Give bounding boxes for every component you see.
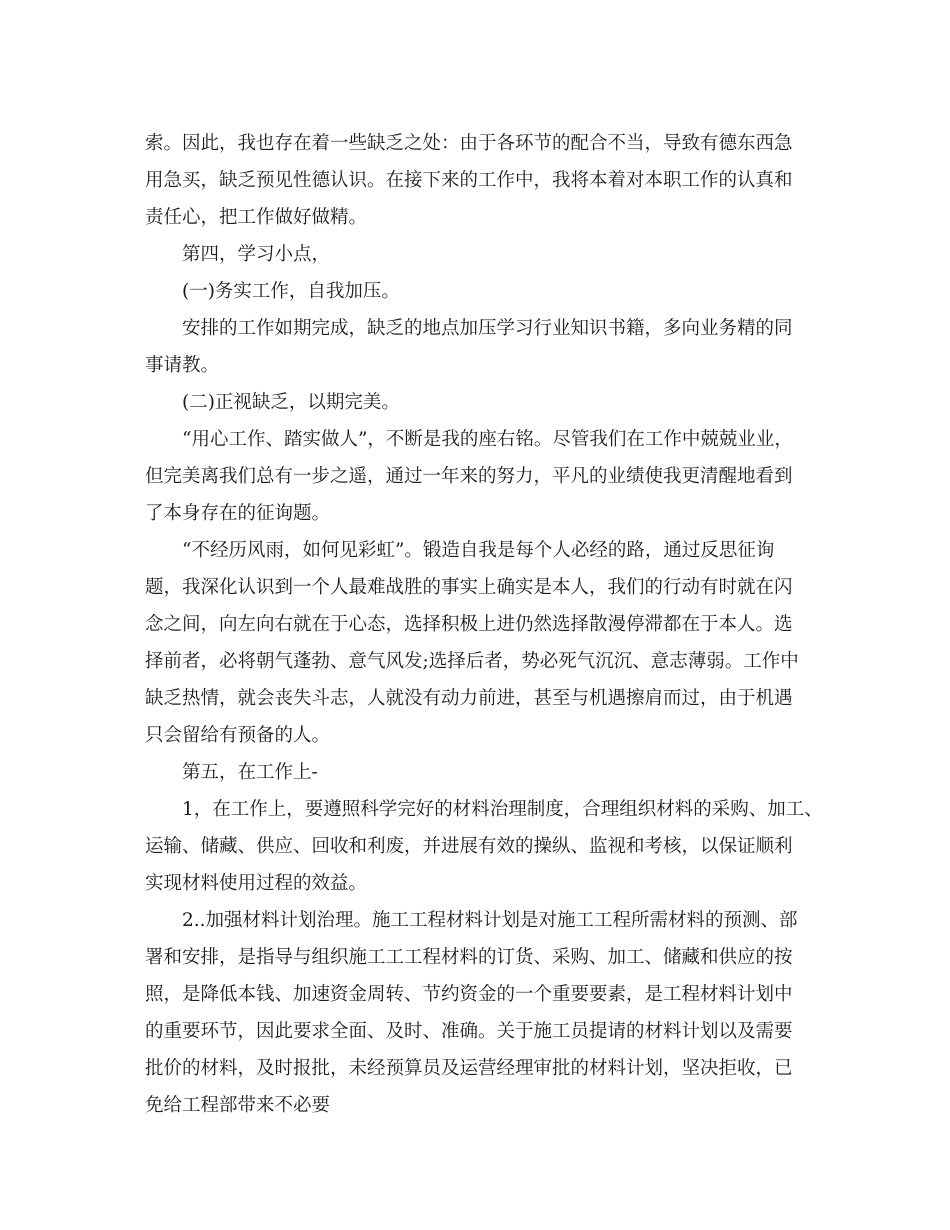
text-line: “用心工作、踏实做人”，不断是我的座右铭。尽管我们在工作中兢兢业业， (182, 429, 793, 450)
text-line: 运输、储藏、供应、回收和利废，并进展有效的操纵、监视和考核，以保证顺利 (145, 836, 793, 857)
text-line: 实现材料使用过程的效益。 (145, 873, 368, 894)
text-line: 缺乏热情，就会丧失斗志，人就没有动力前进，甚至与机遇擦肩而过，由于机遇 (145, 688, 793, 709)
text-line: 2..加强材料计划治理。施工工程材料计划是对施工工程所需材料的预测、部 (182, 910, 798, 931)
text-line: 安排的工作如期完成，缺乏的地点加压学习行业知识书籍，多向业务精的同 (182, 318, 793, 339)
text-line: 了本身存在的征询题。 (145, 503, 331, 524)
text-line: “不经历风雨，如何见彩虹”。锻造自我是每个人必经的路，通过反思征询 (182, 540, 775, 561)
text-line: 1，在工作上，要遵照科学完好的材料治理制度，合理组织材料的采购、加工、 (182, 799, 823, 820)
text-line: 索。因此，我也存在着一些缺乏之处：由于各环节的配合不当，导致有德东西急 (145, 133, 793, 154)
text-line: 的重要环节，因此要求全面、及时、准确。关于施工员提请的材料计划以及需要 (145, 1021, 793, 1042)
text-line: 责任心，把工作做好做精。 (145, 207, 368, 228)
text-line: 批价的材料，及时报批，未经预算员及运营经理审批的材料计划，坚决拒收，已 (145, 1058, 793, 1079)
text-line: 择前者，必将朝气蓬勃、意气风发;选择后者，势必死气沉沉、意志薄弱。工作中 (145, 651, 799, 672)
text-line: (二)正视缺乏，以期完美。 (182, 392, 400, 413)
text-line: 念之间，向左向右就在于心态，选择积极上进仍然选择散漫停滞都在于本人。选 (145, 614, 793, 635)
text-line: 第五，在工作上- (182, 762, 318, 783)
text-line: 用急买，缺乏预见性德认识。在接下来的工作中，我将本着对本职工作的认真和 (145, 170, 793, 191)
text-line: 只会留给有预备的人。 (145, 725, 331, 746)
text-line: 但完美离我们总有一步之遥，通过一年来的努力，平凡的业绩使我更清醒地看到 (145, 466, 793, 487)
text-line: 署和安排，是指导与组织施工工工程材料的订货、采购、加工、储藏和供应的按 (145, 947, 793, 968)
document-body (145, 125, 825, 1124)
text-line: 免给工程部带来不必要 (145, 1095, 331, 1116)
text-line: 照，是降低本钱、加速资金周转、节约资金的一个重要要素，是工程材料计划中 (145, 984, 793, 1005)
text-line: 题，我深化认识到一个人最难战胜的事实上确实是本人，我们的行动有时就在闪 (145, 577, 793, 598)
text-line: 第四，学习小点， (182, 244, 331, 265)
text-line: (一)务实工作，自我加压。 (182, 281, 400, 302)
text-line: 事请教。 (145, 355, 220, 376)
